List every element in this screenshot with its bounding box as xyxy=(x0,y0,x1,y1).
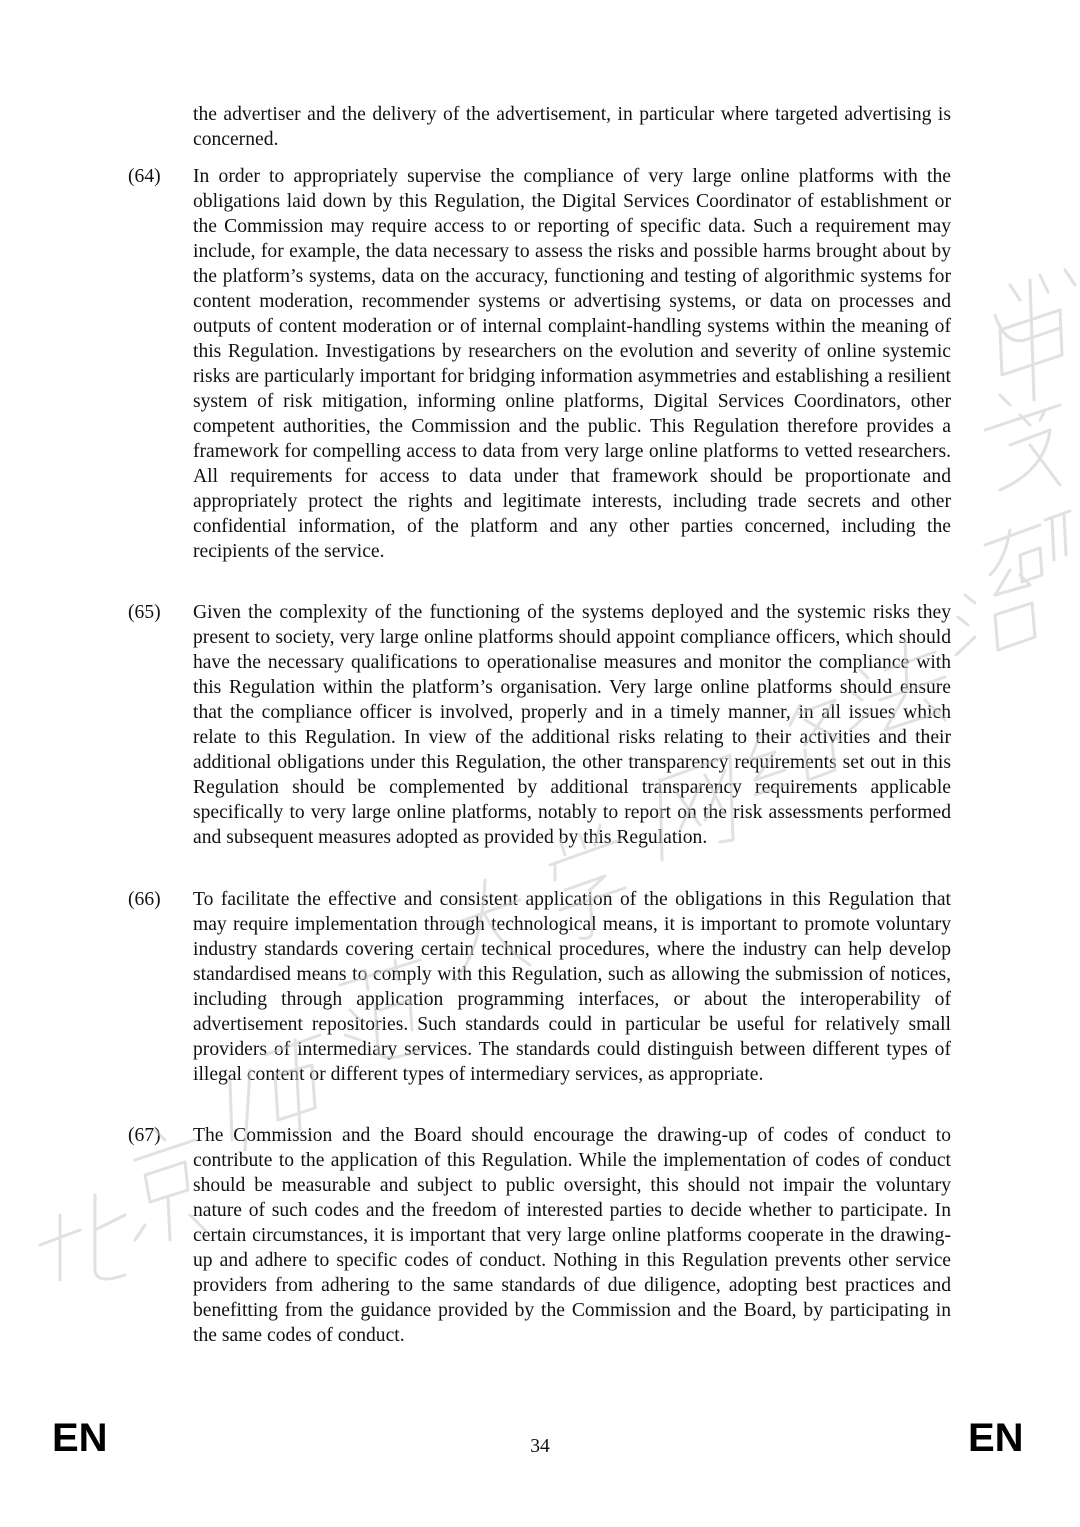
recital-text: The Commission and the Board should encourage the drawing-up of codes of conduct to contribute to the application of this Regulation. While the implementation of codes of conduct should be measurable and subject to public oversight, this should not impair the voluntary nature of such codes and the freedom of interested parties to decide whether to participate. In certain circumstances, it is important that very large online platforms cooperate in the drawing-up and adhere to specific codes of conduct. Nothing in this Regulation prevents other service providers from adhering to the same standards of due diligence, adopting best practices and benefitting from the guidance provided by the Commission and the Board, by participating in the same codes of conduct. xyxy=(193,1125,951,1346)
recital-number: (65) xyxy=(128,602,161,623)
recital-number: (64) xyxy=(128,166,161,187)
recital-number: (66) xyxy=(128,889,161,910)
recital-text: In order to appropriately supervise the compliance of very large online platforms with the obligations laid down by this Regulation, the Digital Services Coordinator of establishment or the Commission may require access to or reporting of specific data. Such a requirement may include, for example, the data necessary to assess the risks and possible harms brought about by the platform’s systems, data on the accuracy, functioning and testing of algorithmic systems for content moderation, recommender systems or advertising systems, or data on processes and outputs of content moderation or of internal complaint-handling systems within the meaning of this Regulation. Investigations by researchers on the evolution and severity of online systemic risks are particularly important for bridging information asymmetries and establishing a resilient system of risk mitigation, informing online platforms, Digital Services Coordinators, other competent authorities, the Commission and the public. This Regulation therefore provides a framework for compelling access to data from very large online platforms to vetted researchers. All requirements for access to data under that framework should be proportionate and appropriately protect the rights and legitimate interests, including trade secrets and other confidential information, of the platform and any other parties concerned, including the recipients of the service. xyxy=(193,166,951,562)
page-number: 34 xyxy=(530,1436,550,1457)
recital-67 xyxy=(128,1123,951,1348)
recital-text: To facilitate the effective and consistent application of the obligations in this Regulation that may require implementation through technological means, it is important to promote voluntary industry standards covering certain technical procedures, where the industry can help develop standardised means to comply with this Regulation, such as allowing the submission of notices, including through application programming interfaces, or about the interoperability of advertisement repositories. Such standards could in particular be useful for relatively small providers of intermediary services. The standards could distinguish between different types of illegal content or different types of intermediary services, as appropriate. xyxy=(193,889,951,1085)
recital-number: (67) xyxy=(128,1125,161,1146)
footer-language-left: EN xyxy=(52,1416,108,1460)
recital-text: Given the complexity of the functioning of the systems deployed and the systemic risks they present to society, very large online platforms should appoint compliance officers, which should have the necessary qualifications to operationalise measures and monitor the compliance with this Regulation within the platform’s organisation. Very large online platforms should ensure that the compliance officer is involved, properly and in a timely manner, in all issues which relate to this Regulation. In view of the additional risks relating to their activities and their additional obligations under this Regulation, the other transparency requirements set out in this Regulation should be complemented by additional transparency requirements applicable specifically to very large online platforms, notably to report on the risk assessments performed and subsequent measures adopted as provided by this Regulation. xyxy=(193,602,951,848)
recital-65 xyxy=(128,600,951,850)
recital-64 xyxy=(128,164,951,564)
continuation-paragraph: the advertiser and the delivery of the advertisement, in particular where targeted advertising is concerned. xyxy=(193,104,951,150)
recital-66 xyxy=(128,887,951,1087)
footer-language-right: EN xyxy=(968,1416,1024,1460)
